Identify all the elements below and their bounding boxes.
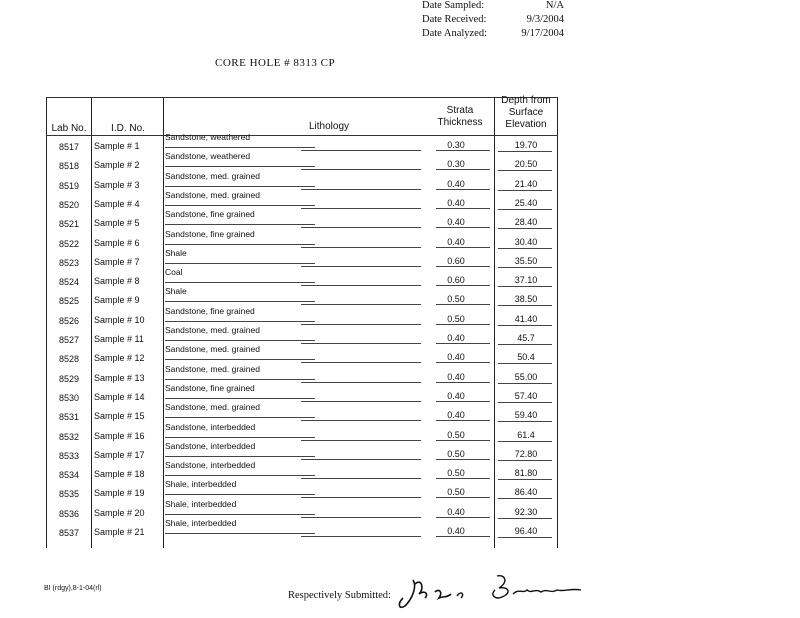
strata-thickness-cell: 0.40: [447, 390, 465, 401]
sample-id-cell: Sample # 8: [94, 276, 140, 287]
row-underline: [301, 536, 421, 537]
strata-thickness-cell: 0.40: [447, 506, 465, 517]
sample-id-cell: Sample # 7: [94, 256, 140, 267]
column-header-lab-no: Lab No.: [51, 123, 87, 134]
row-underline: [436, 247, 490, 248]
row-underline: [498, 344, 552, 345]
row-underline: [498, 363, 552, 364]
date-received-value: 9/3/2004: [526, 14, 564, 25]
row-underline: [436, 497, 490, 498]
date-sampled-label: Date Sampled:: [422, 0, 485, 11]
sample-id-cell: Sample # 10: [94, 314, 145, 325]
sample-id-cell: Sample # 1: [94, 141, 140, 151]
lithology-cell: Sandstone, med. grained: [165, 363, 260, 374]
strata-thickness-cell: 0.40: [447, 526, 465, 536]
row-underline: [436, 401, 490, 402]
strata-thickness-cell: 0.40: [447, 410, 465, 421]
depth-cell: 28.40: [514, 217, 538, 228]
sample-id-cell: Sample # 13: [94, 372, 145, 383]
row-underline: [436, 536, 490, 537]
row-underline: [498, 170, 552, 171]
row-underline: [436, 285, 490, 286]
lithology-cell: Sandstone, fine grained: [165, 209, 255, 220]
lab-number-cell: 8528: [58, 354, 80, 365]
row-underline: [498, 441, 552, 442]
row-underline: [165, 147, 315, 148]
lithology-cell: Sandstone, med. grained: [165, 189, 260, 200]
lab-number-cell: 8530: [58, 392, 80, 403]
date-analyzed-label: Date Analyzed:: [422, 28, 488, 39]
depth-cell: 96.40: [514, 526, 538, 536]
lab-number-cell: 8536: [58, 508, 80, 519]
row-underline: [498, 537, 552, 538]
lab-number-cell: 8523: [58, 257, 80, 268]
submitted-label: Respectively Submitted:: [288, 590, 391, 601]
column-header-strata-thickness: Strata Thickness: [437, 105, 483, 128]
column-header-lithology: Lithology: [308, 121, 350, 132]
lab-number-cell: 8525: [58, 296, 80, 307]
row-underline: [436, 169, 490, 170]
lab-number-cell: 8527: [58, 335, 80, 345]
lab-number-cell: 8521: [58, 219, 80, 230]
strata-thickness-cell: 0.40: [447, 371, 465, 382]
sample-id-cell: Sample # 9: [94, 295, 140, 306]
row-underline: [165, 437, 315, 438]
lithology-cell: Sandstone, interbedded: [165, 421, 256, 432]
depth-cell: 20.50: [514, 159, 538, 170]
row-underline: [436, 459, 490, 460]
depth-cell: 37.10: [514, 275, 538, 286]
strata-thickness-cell: 0.40: [447, 333, 465, 343]
strata-thickness-cell: 0.60: [447, 255, 465, 266]
row-underline: [165, 359, 315, 360]
strata-thickness-cell: 0.30: [447, 159, 465, 170]
lithology-cell: Sandstone, med. grained: [165, 402, 260, 413]
strata-thickness-cell: 0.50: [447, 294, 465, 305]
row-underline: [436, 189, 490, 190]
column-header-id-no: I.D. No.: [111, 123, 145, 134]
row-underline: [498, 383, 552, 384]
row-underline: [165, 263, 315, 264]
strata-thickness-cell: 0.40: [447, 236, 465, 247]
date-analyzed-row: [422, 28, 564, 42]
lithology-cell: Sandstone, weathered: [165, 151, 251, 162]
sample-id-cell: Sample # 18: [94, 469, 145, 480]
row-underline: [498, 421, 552, 422]
lithology-cell: Shale: [165, 286, 187, 297]
row-underline: [436, 420, 490, 421]
row-underline: [498, 190, 552, 191]
sample-id-cell: Sample # 6: [94, 237, 140, 248]
lithology-cell: Sandstone, interbedded: [165, 440, 256, 451]
row-underline: [165, 494, 315, 495]
row-underline: [165, 321, 315, 322]
strata-thickness-cell: 0.50: [447, 468, 465, 479]
row-underline: [498, 518, 552, 519]
row-underline: [436, 478, 490, 479]
table-border-top: [46, 97, 558, 98]
sample-id-cell: Sample # 4: [94, 198, 140, 209]
lab-number-cell: 8535: [58, 489, 80, 500]
row-underline: [498, 151, 552, 152]
date-analyzed-value: 9/17/2004: [521, 28, 564, 39]
sample-id-cell: Sample # 15: [94, 411, 145, 422]
strata-thickness-cell: 0.40: [447, 217, 465, 228]
lab-number-cell: 8526: [58, 315, 80, 326]
row-underline: [498, 305, 552, 306]
lab-number-cell: 8524: [58, 277, 80, 288]
lab-number-cell: 8519: [58, 180, 80, 191]
depth-cell: 35.50: [514, 255, 538, 266]
row-underline: [165, 166, 315, 167]
row-underline: [165, 417, 315, 418]
lithology-cell: Coal: [165, 267, 183, 278]
row-underline: [498, 228, 552, 229]
depth-cell: 25.40: [514, 197, 538, 208]
lithology-cell: Shale, interbedded: [165, 479, 237, 490]
lab-number-cell: 8520: [58, 199, 80, 210]
sample-id-cell: Sample # 3: [94, 179, 140, 190]
row-underline: [436, 517, 490, 518]
depth-cell: 59.40: [514, 410, 538, 421]
lab-number-cell: 8522: [58, 238, 80, 249]
row-underline: [165, 475, 315, 476]
strata-thickness-cell: 0.50: [447, 448, 465, 459]
row-underline: [436, 227, 490, 228]
depth-cell: 45.7: [517, 333, 535, 343]
depth-cell: 50.4: [517, 352, 535, 363]
depth-cell: 19.70: [514, 140, 538, 150]
row-underline: [436, 382, 490, 383]
depth-cell: 38.50: [514, 294, 538, 305]
row-underline: [436, 304, 490, 305]
depth-cell: 86.40: [514, 487, 538, 498]
depth-cell: 30.40: [514, 236, 538, 247]
strata-thickness-cell: 0.40: [447, 352, 465, 363]
lithology-cell: Sandstone, fine grained: [165, 228, 255, 239]
row-underline: [436, 362, 490, 363]
lab-number-cell: 8532: [58, 431, 80, 442]
row-underline: [436, 150, 490, 151]
lab-number-cell: 8518: [58, 161, 80, 172]
row-underline: [165, 340, 315, 341]
column-header-depth: Depth from Surface Elevation: [501, 95, 551, 130]
lithology-cell: Shale: [165, 247, 187, 258]
row-underline: [498, 460, 552, 461]
row-underline: [436, 208, 490, 209]
depth-cell: 57.40: [514, 390, 538, 401]
row-underline: [165, 244, 315, 245]
core-sample-table: [46, 97, 558, 548]
date-received-label: Date Received:: [422, 14, 487, 25]
lithology-cell: Sandstone, med. grained: [165, 170, 260, 181]
lithology-cell: Sandstone, fine grained: [165, 382, 255, 393]
table-row: [46, 518, 558, 541]
depth-cell: 21.40: [514, 178, 538, 189]
sample-id-cell: Sample # 17: [94, 449, 145, 460]
depth-cell: 41.40: [514, 313, 538, 324]
row-underline: [165, 224, 315, 225]
row-underline: [165, 398, 315, 399]
lithology-cell: Sandstone, weathered: [165, 132, 251, 142]
row-underline: [165, 533, 315, 534]
row-underline: [498, 286, 552, 287]
depth-cell: 81.80: [514, 468, 538, 479]
strata-thickness-cell: 0.40: [447, 197, 465, 208]
lab-number-cell: 8534: [58, 470, 80, 481]
sample-id-cell: Sample # 12: [94, 353, 145, 364]
lab-number-cell: 8531: [58, 412, 80, 423]
row-underline: [498, 267, 552, 268]
strata-thickness-cell: 0.30: [447, 140, 465, 150]
sample-id-cell: Sample # 20: [94, 507, 145, 518]
sample-id-cell: Sample # 16: [94, 430, 145, 441]
lab-number-cell: 8533: [58, 450, 80, 461]
row-underline: [498, 498, 552, 499]
strata-thickness-cell: 0.60: [447, 275, 465, 286]
sample-id-cell: Sample # 19: [94, 488, 145, 499]
strata-thickness-cell: 0.50: [447, 429, 465, 440]
row-underline: [498, 402, 552, 403]
row-underline: [165, 205, 315, 206]
signature-image: [395, 568, 585, 613]
strata-thickness-cell: 0.50: [447, 487, 465, 498]
lithology-cell: Sandstone, med. grained: [165, 344, 260, 355]
row-underline: [436, 343, 490, 344]
row-underline: [436, 266, 490, 267]
strata-thickness-cell: 0.50: [447, 313, 465, 324]
row-underline: [165, 282, 315, 283]
sample-id-cell: Sample # 21: [94, 527, 145, 537]
lithology-cell: Sandstone, med. grained: [165, 325, 260, 335]
date-sampled-row: [422, 0, 564, 14]
lab-number-cell: 8517: [58, 142, 80, 152]
lab-number-cell: 8529: [58, 373, 80, 384]
row-underline: [498, 209, 552, 210]
row-underline: [165, 379, 315, 380]
depth-cell: 55.00: [514, 371, 538, 382]
depth-cell: 92.30: [514, 506, 538, 517]
strata-thickness-cell: 0.40: [447, 178, 465, 189]
core-hole-title: CORE HOLE # 8313 CP: [215, 57, 336, 69]
row-underline: [165, 456, 315, 457]
lithology-cell: Sandstone, fine grained: [165, 305, 255, 316]
footer-code: BI (rdgy),8-1-04(rl): [44, 585, 102, 592]
row-underline: [165, 514, 315, 515]
row-underline: [165, 301, 315, 302]
date-sampled-value: N/A: [545, 0, 564, 11]
row-underline: [436, 324, 490, 325]
row-underline: [436, 440, 490, 441]
date-received-row: [422, 14, 564, 28]
depth-cell: 61.4: [517, 429, 535, 440]
sample-id-cell: Sample # 11: [94, 334, 144, 344]
sample-id-cell: Sample # 5: [94, 218, 140, 229]
lithology-cell: Shale, interbedded: [165, 518, 237, 528]
lithology-cell: Shale, interbedded: [165, 498, 237, 509]
row-underline: [165, 186, 315, 187]
row-underline: [498, 325, 552, 326]
depth-cell: 72.80: [514, 448, 538, 459]
sample-id-cell: Sample # 14: [94, 391, 145, 402]
lab-number-cell: 8537: [58, 528, 80, 538]
row-underline: [498, 248, 552, 249]
row-underline: [498, 479, 552, 480]
sample-id-cell: Sample # 2: [94, 160, 140, 171]
lithology-cell: Sandstone, interbedded: [165, 460, 256, 471]
